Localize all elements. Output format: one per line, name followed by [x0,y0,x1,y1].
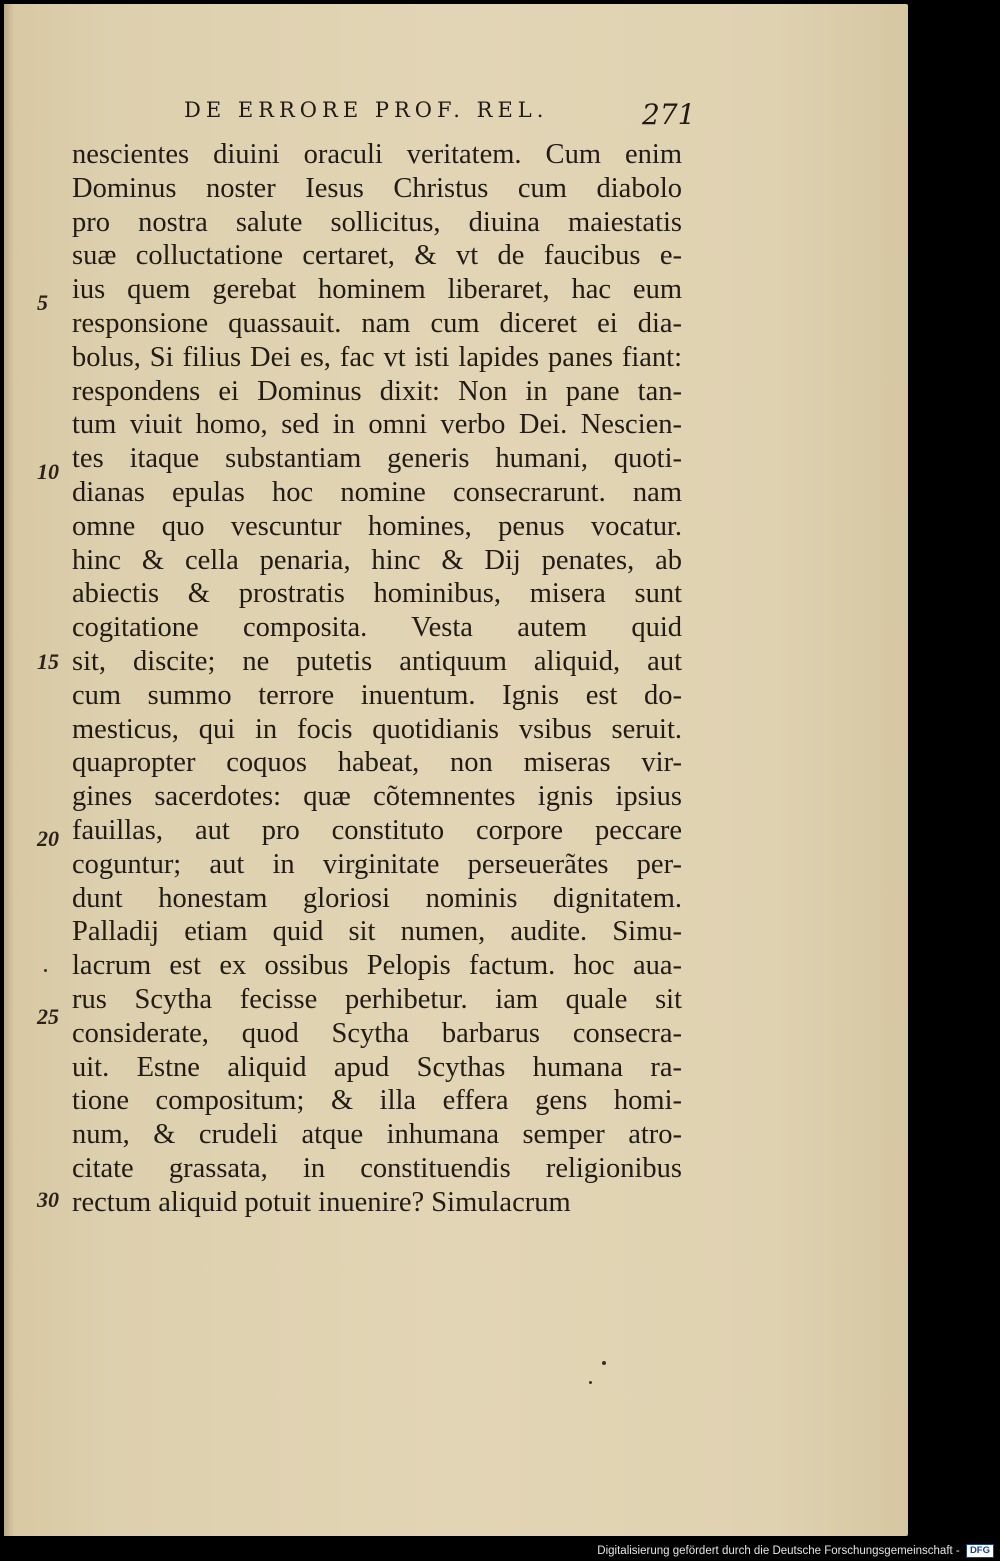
running-head: DE ERRORE PROF. REL. [184,98,549,122]
text-line: hinc & cella penaria, hinc & Dij penates, ab [72,544,682,576]
text-line: rectum aliquid potuit inuenire? Simulacrum [72,1186,571,1218]
line-number: 15 [37,649,59,674]
text-line: mesticus, qui in focis quotidianis vsibus seruit. [72,713,682,745]
text-line: Palladij etiam quid sit numen, audite. Simu- [72,916,682,948]
text-line: citate grassata, in constituendis religionibus [72,1152,682,1184]
text-line: rus Scytha fecisse perhibetur. iam quale sit [72,983,682,1015]
text-line: dunt honestam gloriosi nominis dignitatem. [72,882,682,914]
text-line: quapropter coquos habeat, non miseras vir- [72,747,682,779]
body-text [72,138,682,1220]
text-line: omne quo vescuntur homines, penus vocatur. [72,510,682,542]
text-line: abiectis & prostratis hominibus, misera sunt [72,578,682,610]
text-line: suæ colluctatione certaret, & vt de faucibus e- [72,240,682,272]
line-number: 25 [37,1004,59,1029]
text-line: tione compositum; & illa effera gens homi- [72,1085,682,1117]
text-line: tes itaque substantiam generis humani, quoti- [72,443,682,475]
text-line: cum summo terrore inuentum. Ignis est do- [72,679,682,711]
text-line: lacrum est ex ossibus Pelopis factum. hoc aua- [72,950,682,982]
book-page [4,4,908,1536]
text-line: fauillas, aut pro constituto corpore peccare [72,814,682,846]
text-line: gines sacerdotes: quæ cõtemnentes ignis ipsius [72,781,682,813]
line-number: 10 [37,459,59,484]
line-number: 30 [37,1187,59,1212]
digitization-credit [597,1544,994,1558]
text-line: bolus, Si filius Dei es, fac vt isti lapides panes fiant: [72,341,682,373]
text-line: respondens ei Dominus dixit: Non in pane tan- [72,375,682,407]
text-line: sit, discite; ne putetis antiquum aliquid, aut [72,645,682,677]
text-line: responsione quassauit. nam cum diceret ei dia- [72,307,682,339]
dfg-logo: DFG [966,1544,994,1558]
text-line: coguntur; aut in virginitate perseuerãtes per- [72,848,682,880]
line-number: 20 [37,826,59,851]
credit-text: Digitalisierung gefördert durch die Deutsche Forschungsgemeinschaft - [597,1545,960,1558]
text-line: considerate, quod Scytha barbarus consecra- [72,1017,682,1049]
page-number: 271 [642,98,696,131]
text-line: Dominus noster Iesus Christus cum diabolo [72,172,682,204]
text-line: uit. Estne aliquid apud Scythas humana ra- [72,1051,682,1083]
text-line: dianas epulas hoc nomine consecrarunt. nam [72,476,682,508]
text-line: nescientes diuini oraculi veritatem. Cum enim [72,139,682,170]
line-number: 5 [37,290,48,315]
text-line: tum viuit homo, sed in omni verbo Dei. Nescien- [72,409,682,441]
text-line: ius quem gerebat hominem liberaret, hac eum [72,274,682,306]
text-line: pro nostra salute sollicitus, diuina maiestatis [72,206,682,238]
text-line: cogitatione composita. Vesta autem quid [72,612,682,644]
text-line: num, & crudeli atque inhumana semper atro- [72,1119,682,1151]
